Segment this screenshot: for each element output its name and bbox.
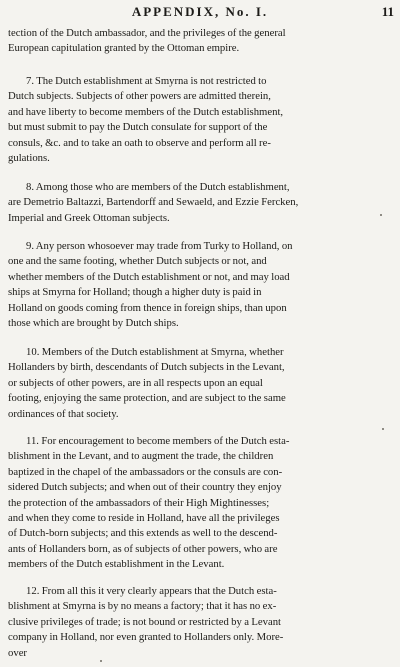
paragraph-10: 10. Members of the Dutch establishment at Smyrna, whether Hollanders by birth, descendants of Dutch subjects in the Levant, or subjects of other powers, are in all respects upon an equal footing, enjoying the same protection, and are subject to the same ordinances of that society. (8, 346, 286, 420)
print-speck (100, 660, 102, 662)
paragraph-11: 11. For encouragement to become members of the Dutch esta- blishment in the Levant, and to augment the trade, the children baptized in the chapel of the ambassadors or the consuls are con- sidered Dutch subjects; and when out of their country they enjoy the protection of the ambassadors of their High Mightinesses; and when they come to reside in Holland, have all the privileges of Dutch-born subjects; and this extends as well to the descend- ants of Hollanders born, as of subjects of other powers, who are members of the Dutch establishment in the Levant. (8, 435, 290, 571)
paragraph-9: 9. Any person whosoever may trade from Turky to Holland, on one and the same footing, whether Dutch subjects or not, and whether members of the Dutch establishment or not, and may load ships at Smyrna for Holland; though a higher duty is paid in Holland on goods coming from thence in foreign ships, than upon those which are brought by Dutch ships. (8, 240, 293, 330)
page-number: 11 (381, 4, 394, 19)
paragraph-continuation: tection of the Dutch ambassador, and the privileges of the general European capitulation granted by the Ottoman empire. (8, 27, 286, 55)
paragraph-12: 12. From all this it very clearly appears that the Dutch esta- blishment at Smyrna is by no means a factory; that it has no ex- clusive privileges of trade; is not bound or restricted by a Levant company in Holland, nor even granted to Hollanders only. More- over (8, 585, 284, 659)
print-speck (380, 214, 382, 216)
running-head: APPENDIX, No. I. (131, 4, 269, 19)
paragraph-7: 7. The Dutch establishment at Smyrna is not restricted to Dutch subjects. Subjects of other powers are admitted therein, and have liberty to become members of the Dutch establishment, but must submit to pay the Dutch consulate for support of the consuls, &c. and to take an oath to observe and perform all re- gulations. (8, 75, 284, 165)
page-header (0, 4, 400, 22)
print-speck (382, 428, 384, 430)
paragraph-8: 8. Among those who are members of the Dutch establishment, are Demetrio Baltazzi, Bartendorff and Sewaeld, and Ezzie Fercken, Imperial and Greek Ottoman subjects. (8, 181, 299, 224)
